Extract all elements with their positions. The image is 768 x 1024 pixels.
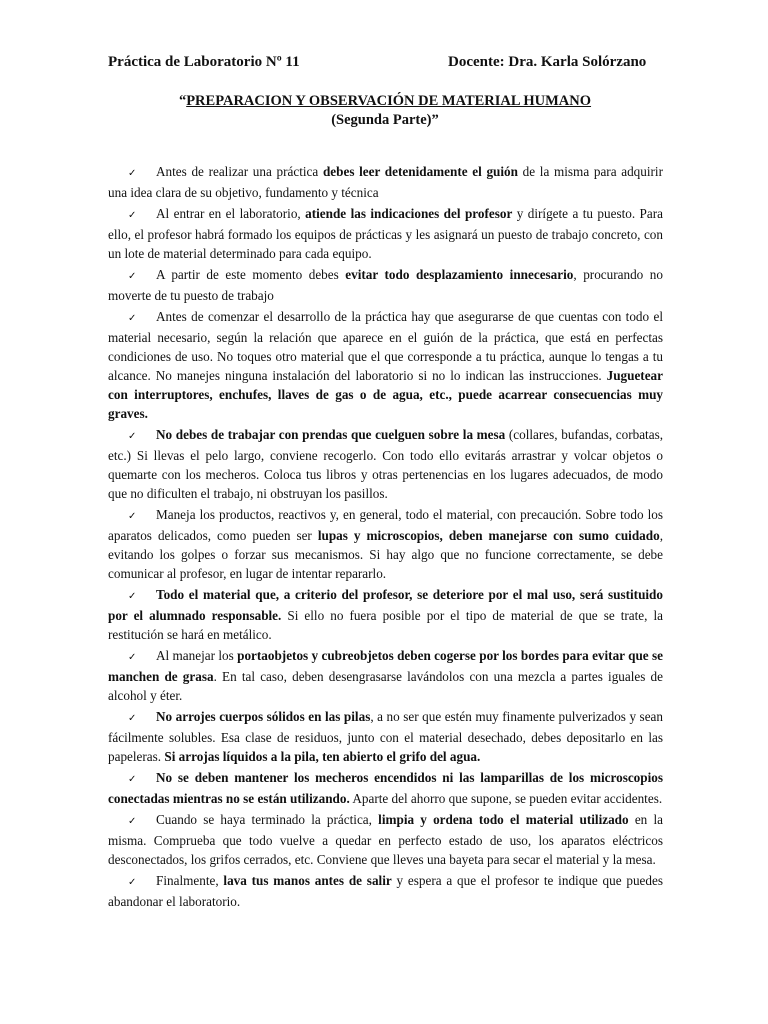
title-open-quote: “ [178,93,187,109]
check-mark-icon: ✓ [128,816,137,827]
list-item [108,585,663,644]
item-text: Aparte del ahorro que supone, se pueden evitar accidentes. [349,791,663,806]
item-text: Antes de comenzar el desarrollo de la práctica hay que asegurarse de que cuentas con todo el material necesario, según la relación que aparece en el guión de la práctica, que está en perfectas condiciones de uso. No toques otro material que el que corresponde a tu práctica, aunque lo tengas a tu alcance. No manejes ninguna instalación del laboratorio si no lo indican las instrucciones. [108,309,663,383]
check-mark-icon: ✓ [128,511,137,522]
item-text: , evitando los golpes o forzar sus mecanismos. Si hay algo que no funcione correctamente, se debe comunicar al profesor, en lugar de intentar repararlo. [108,528,664,581]
list-item [108,871,663,911]
check-mark-icon: ✓ [128,877,137,888]
item-text: y espera a que el profesor te indique que puedes abandonar el laboratorio. [108,873,663,909]
item-text-bold: lupas y microscopios, deben manejarse con sumo cuidado [317,528,660,543]
item-text: Maneja los productos, reactivos y, en general, todo el material, con precaución. Sobre todo los aparatos delicados, como pueden ser [108,507,663,543]
item-text: , procurando no moverte de tu puesto de trabajo [108,267,663,303]
item-text: en la misma. Comprueba que todo vuelve a quedar en perfecto estado de uso, los aparatos eléctricos desconectados, los grifos cerrados, etc. Conviene que lleves una bayeta para secar el material y la mesa. [108,812,663,867]
check-mark-icon: ✓ [128,713,137,724]
item-text-bold: No debes de trabajar con prendas que cuelguen sobre la mesa [156,427,506,442]
item-text-bold: No se deben mantener los mecheros encendidos ni las lamparillas de los microscopios conectadas mientras no se están utilizando. [108,770,663,806]
check-mark-icon: ✓ [128,774,137,785]
list-item [108,425,663,503]
item-text: Cuando se haya terminado la práctica, [156,812,379,827]
item-text-bold: Si arrojas líquidos a la pila, ten abierto el grifo del agua. [164,749,481,764]
item-text-bold: No arrojes cuerpos sólidos en las pilas [156,709,371,724]
title-line-2: (Segunda Parte)” [331,112,439,128]
list-item [108,204,663,263]
title-line-1 [108,92,662,111]
item-text: de la misma para adquirir una idea clara de su objetivo, fundamento y técnica [108,164,663,200]
list-item [108,646,663,705]
item-text-bold: portaobjetos y cubreobjetos deben cogerse por los bordes para evitar que se manchen de grasa [108,648,663,684]
item-text: A partir de este momento debes [156,267,346,282]
teacher-name: Docente: Dra. Karla Solórzano [448,54,647,70]
item-text: Antes de realizar una práctica [156,164,323,179]
item-text: Al entrar en el laboratorio, [156,206,306,221]
check-mark-icon: ✓ [128,168,137,179]
check-mark-icon: ✓ [128,591,137,602]
document-title [108,92,662,130]
item-text-bold: atiende las indicaciones del profesor [305,206,513,221]
item-text: Al manejar los [156,648,238,663]
item-text: , a no ser que estén muy finamente pulverizados y sean fácilmente solubles. Esa clase de residuos, junto con el material desechado, debes depositarlo en las papeleras. [108,709,663,764]
item-text: y dirígete a tu puesto. Para ello, el profesor habrá formado los equipos de prácticas y les asignará un puesto de trabajo concreto, con un lote de material determinado para cada equipo. [108,206,663,261]
check-mark-icon: ✓ [128,271,137,282]
list-item [108,307,663,423]
list-item [108,707,663,766]
item-text: Si ello no fuera posible por el tipo de material de que se trate, la restitución se hará en metálico. [108,608,663,642]
check-mark-icon: ✓ [128,210,137,221]
list-item [108,768,663,808]
list-item [108,162,663,202]
list-item [108,265,663,305]
item-text: . En tal caso, deben desengrasarse lavándolos con una mezcla a partes iguales de alcohol y éter. [108,669,663,703]
item-text-bold: debes leer detenidamente el guión [322,164,518,179]
item-text-bold: Todo el material que, a criterio del profesor, se deteriore por el mal uso, será sustituido por el alumnado responsable. [108,587,663,623]
list-item [108,505,663,583]
check-mark-icon: ✓ [128,313,137,324]
practice-title: Práctica de Laboratorio Nº 11 [108,54,300,70]
check-mark-icon: ✓ [128,652,137,663]
check-mark-icon: ✓ [128,431,137,442]
item-text: Finalmente, [156,873,224,888]
item-text-bold: limpia y ordena todo el material utilizado [378,812,629,827]
item-text: (collares, bufandas, corbatas, etc.) Si llevas el pelo largo, conviene recogerlo. Con todo ello evitarás arrastrar y volcar objetos o quemarte con los mecheros. Coloca tus libros y otras pertenencias en los lugares adecuados, de modo que no dificulten el trabajo, ni obstruyan los pasillos. [108,427,663,501]
list-item [108,810,663,869]
item-text-bold: evitar todo desplazamiento innecesario [345,267,574,282]
item-text-bold: Juguetear con interruptores, enchufes, llaves de gas o de agua, etc., puede acarrear consecuencias muy graves. [108,368,663,421]
item-text-bold: lava tus manos antes de salir [223,873,392,888]
rules-list [108,162,663,913]
title-main: PREPARACION Y OBSERVACIÓN DE MATERIAL HUMANO [186,93,592,109]
